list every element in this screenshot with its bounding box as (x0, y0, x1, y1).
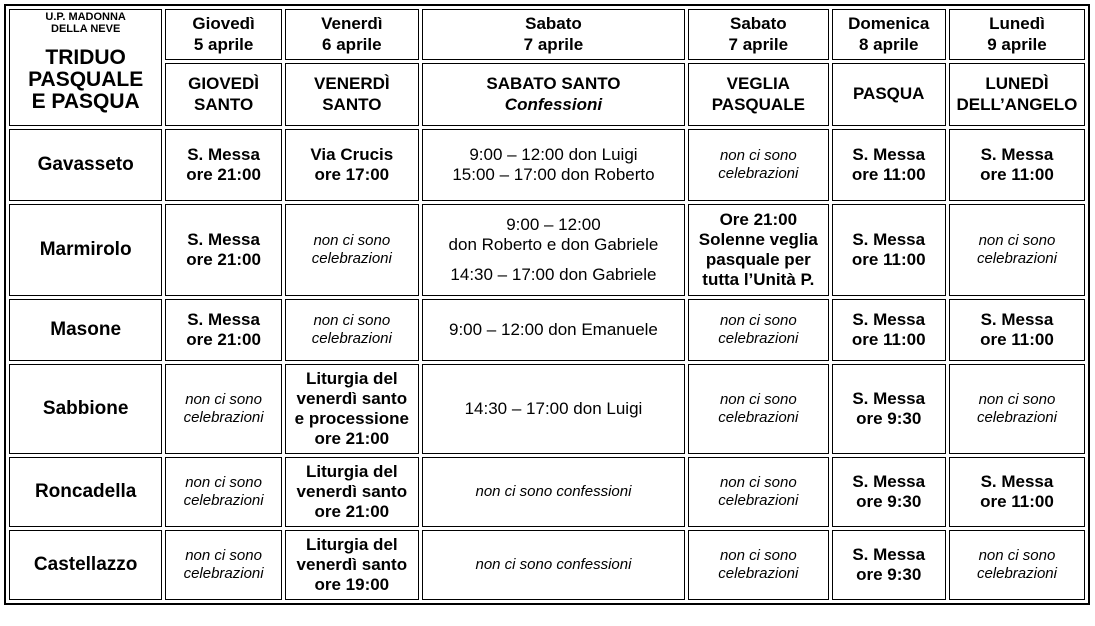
schedule-cell (832, 204, 946, 296)
cell-text: non ci sono (719, 474, 797, 492)
no-celebration-cell (285, 204, 419, 296)
cell-text: ore 9:30 (856, 565, 922, 584)
header-feast-cell (949, 63, 1085, 126)
cell-text: non ci sono (978, 391, 1056, 409)
cell-text: non ci sono (313, 232, 391, 250)
cell-text: ore 11:00 (980, 165, 1054, 184)
header-feast-cell (688, 63, 828, 126)
cell-text: don Roberto e don Gabriele (448, 234, 659, 254)
table-row (9, 457, 1085, 527)
main-title-line: PASQUALE (28, 68, 144, 92)
place-name: Gavasseto (9, 129, 162, 201)
cell-text: S. Messa (980, 144, 1054, 164)
no-celebration-cell (688, 299, 828, 361)
header-feast-cell (422, 63, 685, 126)
cell-text: S. Messa (852, 388, 926, 408)
cell-text: ore 21:00 (186, 165, 261, 184)
feast-label: PASQUA (852, 84, 925, 104)
schedule-cell (422, 204, 685, 296)
cell-text: 15:00 – 17:00 don Roberto (452, 165, 655, 184)
schedule-cell (165, 299, 282, 361)
cell-text: ore 21:00 (186, 250, 261, 269)
cell-text: non ci sono (719, 391, 797, 409)
date-label: 8 aprile (858, 34, 919, 54)
line-gap (424, 255, 683, 265)
weekday-label: Sabato (729, 14, 787, 34)
unit-title-line: U.P. MADONNA (45, 11, 126, 23)
cell-text: non ci sono (719, 147, 797, 165)
no-celebration-cell (949, 530, 1085, 600)
cell-text: 14:30 – 17:00 don Gabriele (450, 265, 657, 285)
no-celebration-cell (949, 364, 1085, 454)
cell-text: S. Messa (187, 229, 260, 249)
cell-text: non ci sono (719, 312, 797, 330)
cell-text: non ci sono (978, 547, 1056, 565)
table-row (9, 530, 1085, 600)
schedule-cell (165, 129, 282, 201)
cell-text: celebrazioni (976, 409, 1057, 426)
feast-label: GIOVEDÌ (188, 74, 260, 94)
cell-text: Ore 21:00 (719, 209, 798, 229)
main-title-line: TRIDUO (45, 46, 126, 70)
cell-text: S. Messa (980, 309, 1054, 329)
schedule-cell (832, 129, 946, 201)
cell-text: celebrazioni (718, 165, 799, 182)
weekday-label: Lunedì (989, 14, 1045, 34)
place-name: Castellazzo (9, 530, 162, 600)
cell-text: ore 11:00 (980, 330, 1054, 349)
cell-text: e processione (294, 409, 409, 428)
cell-text: venerdì santo (296, 481, 408, 501)
header-row-days (9, 9, 1085, 60)
place-name: Marmirolo (9, 204, 162, 296)
header-row-feasts (9, 63, 1085, 126)
schedule-cell (165, 204, 282, 296)
cell-text: S. Messa (852, 544, 926, 564)
feast-label: PASQUALE (711, 94, 805, 114)
cell-text: ore 11:00 (851, 165, 926, 184)
cell-text: ore 19:00 (314, 575, 390, 595)
cell-text: celebrazioni (311, 330, 392, 347)
date-label: 6 aprile (322, 34, 382, 54)
date-label: 7 aprile (728, 34, 789, 54)
feast-label: SANTO (193, 94, 254, 114)
cell-text: non ci sono (313, 312, 391, 330)
schedule-cell (832, 457, 946, 527)
no-celebration-cell (165, 364, 282, 454)
header-feast-cell (165, 63, 282, 126)
cell-text: Liturgia del (306, 461, 398, 481)
cell-text: non ci sono confessioni (475, 483, 632, 501)
cell-text: S. Messa (852, 229, 926, 249)
date-label: 5 aprile (193, 34, 254, 54)
cell-text: 14:30 – 17:00 don Luigi (464, 398, 643, 418)
main-title-line: E PASQUA (31, 90, 140, 114)
schedule-cell (832, 364, 946, 454)
schedule-table (4, 4, 1090, 605)
feast-label: VENERDÌ (314, 74, 390, 94)
cell-text: ore 9:30 (856, 409, 922, 428)
no-celebration-cell (688, 364, 828, 454)
cell-text: celebrazioni (718, 492, 799, 509)
cell-text: 9:00 – 12:00 don Luigi (469, 144, 638, 164)
schedule-document (4, 4, 1090, 605)
cell-text: venerdì santo (296, 554, 408, 574)
cell-text: non ci sono confessioni (475, 556, 632, 574)
cell-text: non ci sono (978, 232, 1056, 250)
schedule-cell (688, 204, 828, 296)
no-celebration-cell (285, 299, 419, 361)
schedule-cell (285, 530, 419, 600)
no-celebration-cell (688, 457, 828, 527)
cell-text: celebrazioni (976, 250, 1057, 267)
cell-text: pasquale per (705, 250, 811, 269)
schedule-cell (285, 457, 419, 527)
feast-label: LUNEDÌ (985, 74, 1049, 94)
schedule-cell (422, 364, 685, 454)
date-label: 9 aprile (987, 34, 1047, 54)
cell-text: ore 11:00 (851, 250, 926, 269)
date-label: 7 aprile (523, 34, 584, 54)
cell-text: celebrazioni (976, 565, 1057, 582)
cell-text: S. Messa (187, 309, 260, 329)
schedule-cell (949, 457, 1085, 527)
header-day-cell (688, 9, 828, 60)
cell-text: celebrazioni (183, 565, 264, 582)
no-celebration-cell (165, 530, 282, 600)
cell-text: ore 21:00 (186, 330, 261, 349)
schedule-cell (832, 530, 946, 600)
no-celebration-cell (688, 530, 828, 600)
cell-text: celebrazioni (183, 409, 264, 426)
no-celebration-cell (165, 457, 282, 527)
weekday-label: Giovedì (192, 14, 255, 34)
table-row (9, 299, 1085, 361)
no-celebration-cell (422, 530, 685, 600)
cell-text: Solenne veglia (698, 229, 818, 249)
cell-text: celebrazioni (311, 250, 392, 267)
weekday-label: Venerdì (321, 14, 383, 34)
cell-text: Liturgia del (306, 534, 398, 554)
feast-label: SANTO (322, 94, 382, 114)
header-day-cell (422, 9, 685, 60)
cell-text: non ci sono (185, 391, 262, 409)
schedule-cell (949, 299, 1085, 361)
cell-text: Via Crucis (310, 144, 394, 164)
no-celebration-cell (422, 457, 685, 527)
feast-label: VEGLIA (726, 74, 790, 94)
cell-text: venerdì santo (296, 388, 408, 408)
feast-label: SABATO SANTO (486, 74, 621, 94)
cell-text: S. Messa (852, 309, 926, 329)
place-name: Roncadella (9, 457, 162, 527)
cell-text: celebrazioni (183, 492, 264, 509)
feast-subtitle: Confessioni (504, 94, 603, 114)
header-feast-cell (832, 63, 946, 126)
header-day-cell (285, 9, 419, 60)
cell-text: non ci sono (719, 547, 797, 565)
cell-text: ore 21:00 (314, 502, 390, 522)
no-celebration-cell (949, 204, 1085, 296)
schedule-cell (285, 129, 419, 201)
cell-text: 9:00 – 12:00 (506, 214, 601, 234)
header-day-cell (832, 9, 946, 60)
schedule-cell (422, 129, 685, 201)
cell-text: S. Messa (980, 471, 1054, 491)
table-row (9, 129, 1085, 201)
feast-label: DELL’ANGELO (956, 94, 1078, 114)
cell-text: ore 21:00 (314, 429, 390, 449)
cell-text: celebrazioni (718, 565, 799, 582)
cell-text: celebrazioni (718, 409, 799, 426)
table-corner-title (9, 9, 162, 126)
schedule-cell (949, 129, 1085, 201)
cell-text: S. Messa (852, 471, 926, 491)
cell-text: ore 11:00 (980, 492, 1054, 511)
no-celebration-cell (688, 129, 828, 201)
header-day-cell (949, 9, 1085, 60)
unit-title-line: DELLA NEVE (51, 22, 121, 35)
schedule-cell (832, 299, 946, 361)
header-day-cell (165, 9, 282, 60)
place-name: Masone (9, 299, 162, 361)
cell-text: 9:00 – 12:00 don Emanuele (449, 319, 658, 339)
cell-text: ore 9:30 (856, 492, 922, 511)
cell-text: non ci sono (185, 474, 262, 492)
weekday-label: Sabato (525, 14, 582, 34)
cell-text: S. Messa (852, 144, 926, 164)
table-row (9, 204, 1085, 296)
header-feast-cell (285, 63, 419, 126)
cell-text: non ci sono (185, 547, 262, 565)
table-row (9, 364, 1085, 454)
cell-text: ore 17:00 (314, 165, 390, 184)
cell-text: ore 11:00 (851, 330, 926, 349)
cell-text: tutta l’Unità P. (702, 270, 815, 290)
cell-text: celebrazioni (718, 330, 799, 347)
schedule-cell (285, 364, 419, 454)
cell-text: Liturgia del (306, 368, 398, 388)
place-name: Sabbione (9, 364, 162, 454)
weekday-label: Domenica (848, 14, 930, 34)
cell-text: S. Messa (187, 144, 260, 164)
schedule-cell (422, 299, 685, 361)
